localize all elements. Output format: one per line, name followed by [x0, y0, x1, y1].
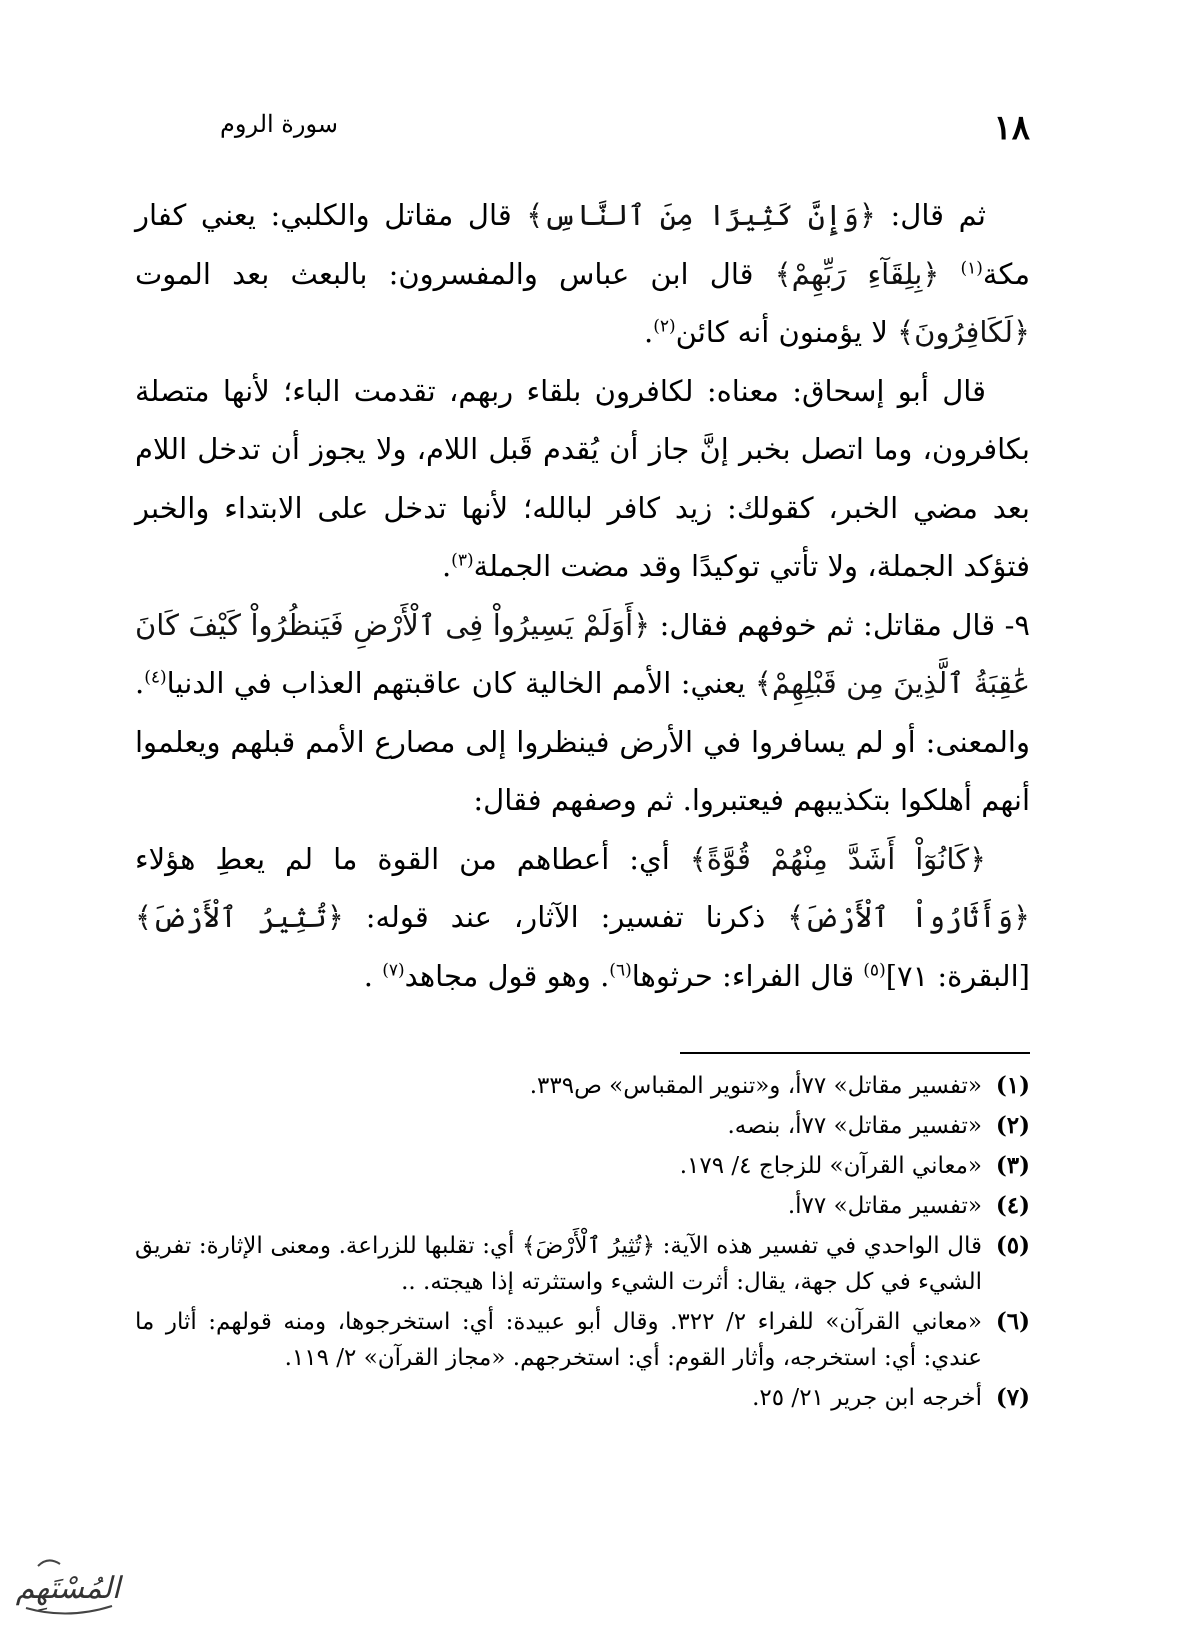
paragraph-1	[135, 186, 1030, 362]
quran-verse: ﴿وَأَثَارُواْ ٱلْأَرْضَ﴾	[787, 900, 1030, 934]
footnote-ref[interactable]: (٦)	[609, 959, 632, 980]
footnote-ref[interactable]: (٧)	[382, 959, 405, 980]
footnote-text: قال الواحدي في تفسير هذه الآية: ﴿تُثِيرُ ٱلْأَرْضَ﴾ أي: تقلبها للزراعة. ومعنى الإثارة: تفريق الشيء في كل جهة، يقال: أثرت الشيء واستثرته إذا هيجته. ..	[135, 1233, 982, 1295]
footnote-text: «معاني القرآن» للفراء ٢/ ٣٢٢. وقال أبو عبيدة: أي: استخرجوها، ومنه قولهم: أثار ما عندي: أي: استخرجه، وأثار القوم: أي: استخرجهم. «مجاز القرآن» ٢/ ١١٩.	[135, 1309, 982, 1371]
footnote-text: أخرجه ابن جرير ٢١/ ٢٥.	[752, 1385, 982, 1411]
footnote-number: (١)	[995, 1072, 1030, 1099]
text-span: أي: أعطاهم من القوة ما لم يعطِ هؤلاء	[135, 841, 690, 876]
text-span: .	[644, 315, 654, 349]
text-span: قال الفراء: حرثوها	[631, 958, 864, 993]
text-span: يعني: الأمم الخالية كان عاقبتهم العذاب في الدنيا	[166, 666, 755, 700]
footnote-ref[interactable]: (٥)	[863, 959, 886, 980]
footnotes-section	[135, 1068, 1030, 1420]
footnote-number: (٧)	[995, 1384, 1030, 1411]
watermark-text: المُسْتَهِم	[15, 1571, 121, 1606]
page-header	[150, 108, 1030, 168]
footnote-item	[135, 1304, 1030, 1376]
quran-verse: ﴿كَانُوٓاْ أَشَدَّ مِنْهُمْ قُوَّةً﴾	[689, 841, 986, 876]
footnote-item	[135, 1068, 1030, 1104]
footnote-item	[135, 1380, 1030, 1416]
footnote-text: «معاني القرآن» للزجاج ٤/ ١٧٩.	[679, 1153, 982, 1179]
text-span: لا يؤمنون أنه كائن	[675, 315, 898, 349]
footnote-text: «تفسير مقاتل» ٧٧أ.	[787, 1193, 982, 1219]
footnote-number: (٥)	[995, 1232, 1030, 1259]
quran-verse: ﴿أَوَلَمْ يَسِيرُواْ فِى ٱلْأَرْضِ فَيَنظُرُواْ كَيْفَ كَانَ عَٰقِبَةُ ٱلَّذِينَ مِن قَبْلِهِمْ﴾	[135, 607, 1031, 700]
text-span	[939, 257, 960, 291]
quran-verse: ﴿تُثِيرُ ٱلْأَرْضَ﴾	[135, 900, 344, 934]
footnote-number: (٣)	[995, 1152, 1030, 1179]
text-span: .	[363, 958, 383, 993]
surah-title: سورة الروم	[220, 110, 338, 138]
text-span: . والمعنى: أو لم يسافروا في الأرض فينظروا إلى مصارع الأمم قبلهم ويعلموا أنهم أهلكوا بتكذيبهم فيعتبروا. ثم وصفهم فقال:	[135, 666, 1030, 817]
footnote-item	[135, 1148, 1030, 1184]
footnote-text: «تفسير مقاتل» ٧٧أ، و«تنوير المقباس» ص٣٣٩.	[529, 1073, 982, 1099]
footnote-divider	[680, 1052, 1030, 1054]
footnote-item	[135, 1188, 1030, 1224]
footnote-ref[interactable]: (٣)	[451, 550, 474, 571]
text-span: ثم قال:	[875, 198, 986, 232]
page-number: ١٨	[993, 108, 1030, 148]
text-span: قال أبو إسحاق: معناه: لكافرون بلقاء ربهم، تقدمت الباء؛ لأنها متصلة بكافرون، وما اتصل بخبر إنَّ جاز أن يُقدم قَبل اللام، ولا يجوز أن تدخل اللام بعد مضي الخبر، كقولك: زيد كافر لبالله؛ لأنها تدخل على الابتداء والخبر فتؤكد الجملة، ولا تأتي توكيدًا وقد مضت الجملة	[135, 373, 1030, 583]
footnote-number: (٦)	[995, 1308, 1030, 1335]
text-span: [البقرة: ٧١]	[885, 958, 1030, 993]
footnote-ref[interactable]: (٤)	[144, 667, 167, 688]
text-span: قال مقاتل والكلبي: يعني كفار مكة	[135, 198, 1031, 291]
text-span: ذكرنا تفسير: الآثار، عند قوله:	[343, 900, 788, 934]
footnote-ref[interactable]: (٢)	[653, 316, 676, 337]
paragraph-3	[135, 596, 1030, 830]
footnote-item	[135, 1228, 1030, 1300]
quran-verse: ﴿لَكَافِرُونَ﴾	[897, 315, 1030, 349]
paragraph-2	[135, 362, 1030, 596]
quran-verse: ﴿بِلِقَآءِ رَبِّهِمْ﴾	[774, 256, 940, 291]
text-span: قال ابن عباس والمفسرون: بالبعث بعد الموت	[135, 256, 775, 291]
paragraph-4	[135, 830, 1030, 1006]
footnote-item	[135, 1108, 1030, 1144]
text-span: .	[441, 549, 452, 583]
footnote-number: (٤)	[995, 1192, 1030, 1219]
quran-verse: ﴿وَإِنَّ كَثِيرًا مِنَ ٱلنَّاسِ﴾	[526, 198, 876, 232]
text-span: . وهو قول مجاهد	[404, 958, 610, 993]
text-span: ٩- قال مقاتل: ثم خوفهم فقال:	[650, 607, 1030, 642]
footnote-ref[interactable]: (١)	[960, 257, 983, 278]
watermark-logo-icon	[8, 1546, 128, 1636]
footnote-number: (٢)	[995, 1112, 1030, 1139]
footnote-text: «تفسير مقاتل» ٧٧أ، بنصه.	[727, 1113, 982, 1139]
main-text	[135, 186, 1030, 1005]
